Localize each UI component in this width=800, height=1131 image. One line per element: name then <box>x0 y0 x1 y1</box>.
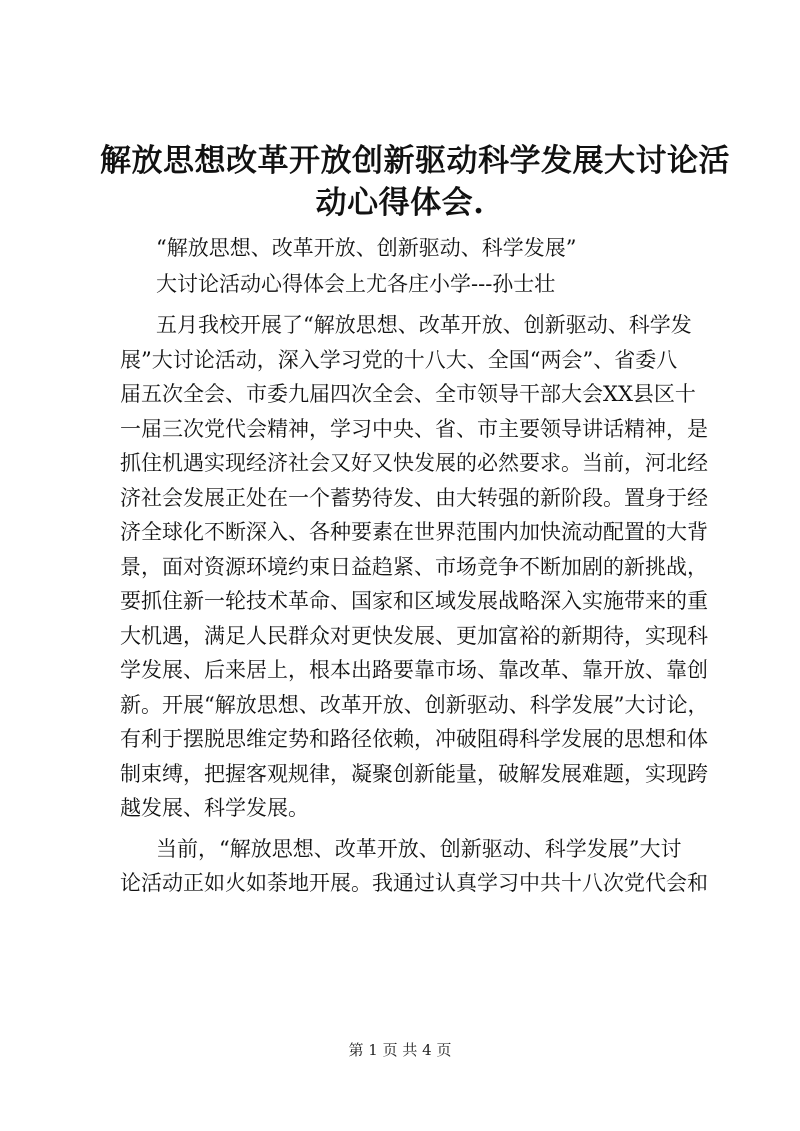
paragraph-line: 越发展、科学发展。 <box>120 796 309 820</box>
paragraph-line: 新。开展“解放思想、改革开放、创新驱动、科学发展”大讨论， <box>120 692 709 717</box>
paragraph-line: 济社会发展正处在一个蓄势待发、由大转强的新阶段。置身于经 <box>120 485 708 510</box>
paragraph-line: 济全球化不断深入、各种要素在世界范围内加快流动配置的大背 <box>120 520 708 544</box>
paragraph-line: 届五次全会、市委九届四次全会、全市领导干部大会XX县区十 <box>120 382 696 406</box>
paragraph-2 <box>120 832 708 901</box>
paragraph-line: 要抓住新一轮技术革命、国家和区域发展战略深入实施带来的重 <box>120 589 708 613</box>
byline: 大讨论活动心得体会上尤各庄小学---孙士壮 <box>156 272 556 296</box>
paragraph-line: 有利于摆脱思维定势和路径依赖，冲破阻碍科学发展的思想和体 <box>120 727 708 751</box>
paragraph-line: 制束缚，把握客观规律，凝聚创新能量，破解发展难题，实现跨 <box>120 761 708 786</box>
paragraph-line: 大机遇，满足人民群众对更快发展、更加富裕的新期待，实现科 <box>120 623 708 648</box>
paragraph-line: 学发展、后来居上，根本出路要靠市场、靠改革、靠开放、靠创 <box>120 658 708 682</box>
title-line-1: 解放思想改革开放创新驱动科学发展大讨论活 <box>100 143 730 179</box>
paragraph-line: 五月我校开展了“解放思想、改革开放、创新驱动、科学发 <box>156 313 692 337</box>
subtitle: “解放思想、改革开放、创新驱动、科学发展” <box>156 236 577 260</box>
paragraph-line: 一届三次党代会精神，学习中央、省、市主要领导讲话精神，是 <box>120 416 708 441</box>
document-body <box>120 230 709 901</box>
title-line-2: 动心得体会. <box>315 185 485 221</box>
paragraph-line: 抓住机遇实现经济社会又好又快发展的必然要求。当前，河北经 <box>120 451 708 475</box>
paragraph-line: 当前，“解放思想、改革开放、创新驱动、科学发展”大讨 <box>156 836 682 861</box>
paragraph-line: 景，面对资源环境约束日益趋紧、市场竞争不断加剧的新挑战， <box>120 554 708 579</box>
document-title <box>100 140 730 224</box>
page-number-footer: 第 1 页 共 4 页 <box>348 1041 452 1059</box>
paragraph-line: 论活动正如火如荼地开展。我通过认真学习中共十八次党代会和 <box>120 871 708 895</box>
paragraph-1 <box>120 308 709 826</box>
paragraph-line: 展”大讨论活动，深入学习党的十八大、全国“两会”、省委八 <box>120 347 678 372</box>
